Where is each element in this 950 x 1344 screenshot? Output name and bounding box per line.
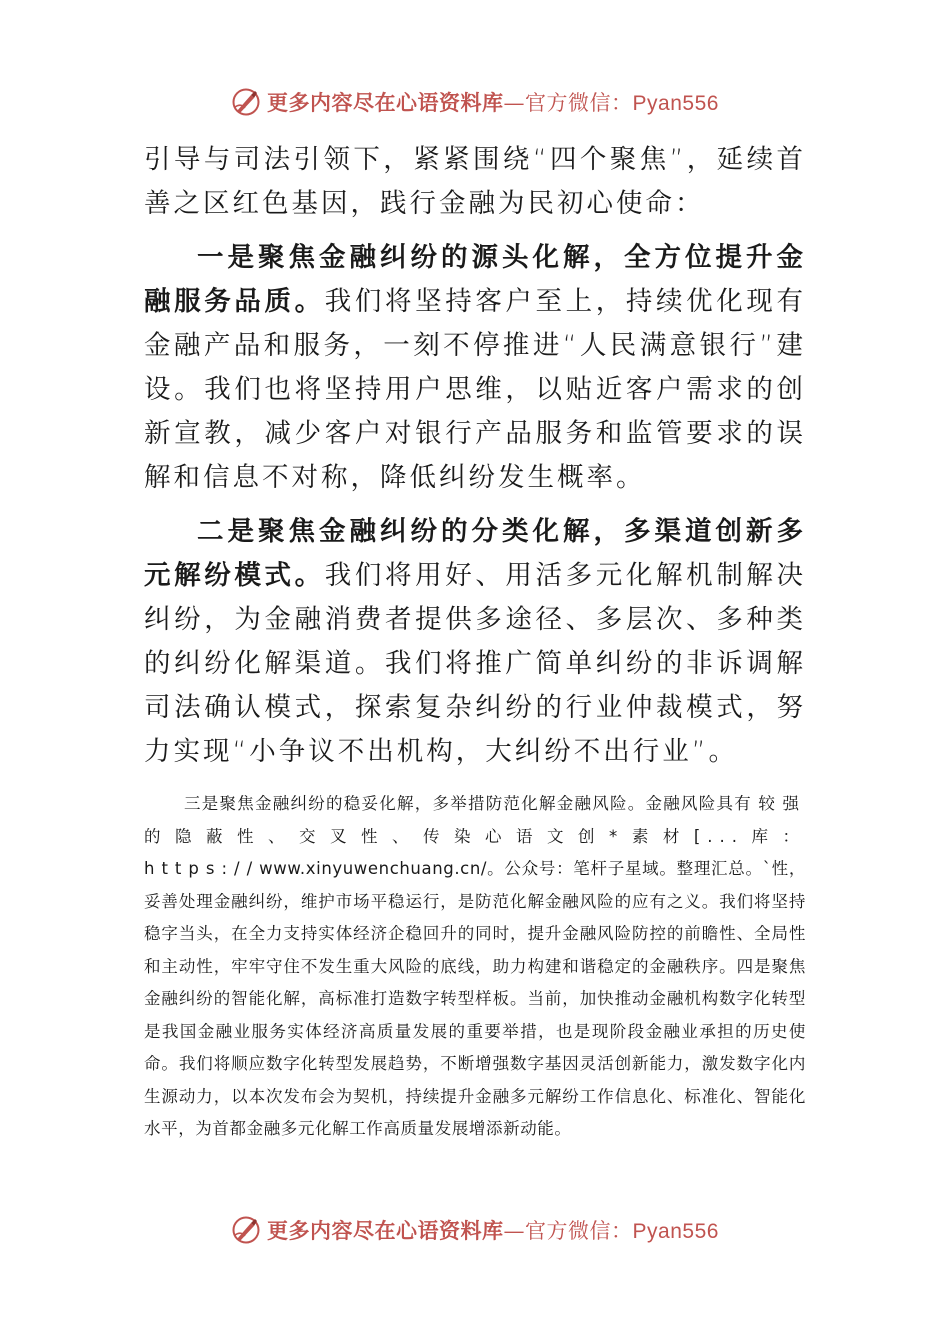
pen-circle-logo-icon bbox=[231, 1215, 261, 1245]
banner-dash: — bbox=[503, 91, 526, 115]
paragraph-1-body: 我们将坚持客户至上，持续优化现有金融产品和服务，一刻不停推进“人民满意银行”建设。我们也将坚持用户思维，以贴近客户需求的创新宣教，减少客户对银行产品服务和监管要求的误解和信息不对称，降低纠纷发生概率。 bbox=[144, 286, 807, 493]
paragraph-3-rest: www.xinyuwenchuang.cn/。公众号：笔杆子星域。整理汇总。`性，妥善处理金融纠纷，维护市场平稳运行，是防范化解金融风险的应有之义。我们将坚持稳字当头，在全力支持实体经济企稳回升的同时，提升金融风险防控的前瞻性、全局性和主动性，牢牢守住不发生重大风险的底线，助力构建和谐稳定的金融秩序。四是聚焦金融纠纷的智能化解，高标准打造数字转型样板。当前，加快推动金融机构数字化转型是我国金融业服务实体经济高质量发展的重要举措，也是现阶段金融业承担的历史使命。我们将顺应数字化转型发展趋势，不断增强数字基因灵活创新能力，激发数字化内生源动力，以本次发布会为契机，持续提升金融多元解纷工作信息化、标准化、智能化水平，为首都金融多元化解工作高质量发展增添新动能。 bbox=[144, 859, 806, 1138]
paragraph-1 bbox=[144, 236, 806, 500]
footer-banner bbox=[0, 1210, 950, 1250]
paragraph-3-line2: 有较强的隐蔽性、交叉性、传染心语文创*素材[...库：https:// bbox=[144, 794, 806, 878]
banner-label: 官方微信： bbox=[525, 91, 633, 115]
banner-wechat-id: Pyan556 bbox=[632, 92, 719, 115]
document-body bbox=[144, 138, 806, 1146]
paragraph-2-lead: 二是聚焦金融纠纷的分类化解，多渠道创新多元解纷模式。 bbox=[144, 516, 806, 591]
banner-text bbox=[267, 87, 719, 117]
banner-prefix: 更多内容尽在心语资料库 bbox=[267, 90, 504, 115]
banner-dash: — bbox=[503, 1219, 526, 1243]
paragraph-2-body: 我们将用好、用活多元化解机制解决纠纷，为金融消费者提供多途径、多层次、多种类的纠纷化解渠道。我们将推广简单纠纷的非诉调解司法确认模式，探索复杂纠纷的行业仲裁模式，努力实现“小争议不出机构，大纠纷不出行业”。 bbox=[144, 560, 807, 767]
paragraph-3 bbox=[144, 788, 806, 1146]
intro-paragraph: 引导与司法引领下，紧紧围绕“四个聚焦”，延续首善之区红色基因，践行金融为民初心使命： bbox=[144, 144, 806, 219]
paragraph-1-lead: 一是聚焦金融纠纷的源头化解，全方位提升金融服务品质。 bbox=[144, 242, 806, 317]
banner-text bbox=[267, 1215, 719, 1245]
header-banner bbox=[0, 82, 950, 122]
pen-circle-logo-icon bbox=[231, 87, 261, 117]
paragraph-2 bbox=[144, 510, 806, 774]
banner-label: 官方微信： bbox=[525, 1219, 633, 1243]
banner-wechat-id: Pyan556 bbox=[632, 1220, 719, 1243]
banner-prefix: 更多内容尽在心语资料库 bbox=[267, 1218, 504, 1243]
paragraph-3-line1: 三是聚焦金融纠纷的稳妥化解，多举措防范化解金融风险。金融风险具 bbox=[184, 794, 735, 813]
